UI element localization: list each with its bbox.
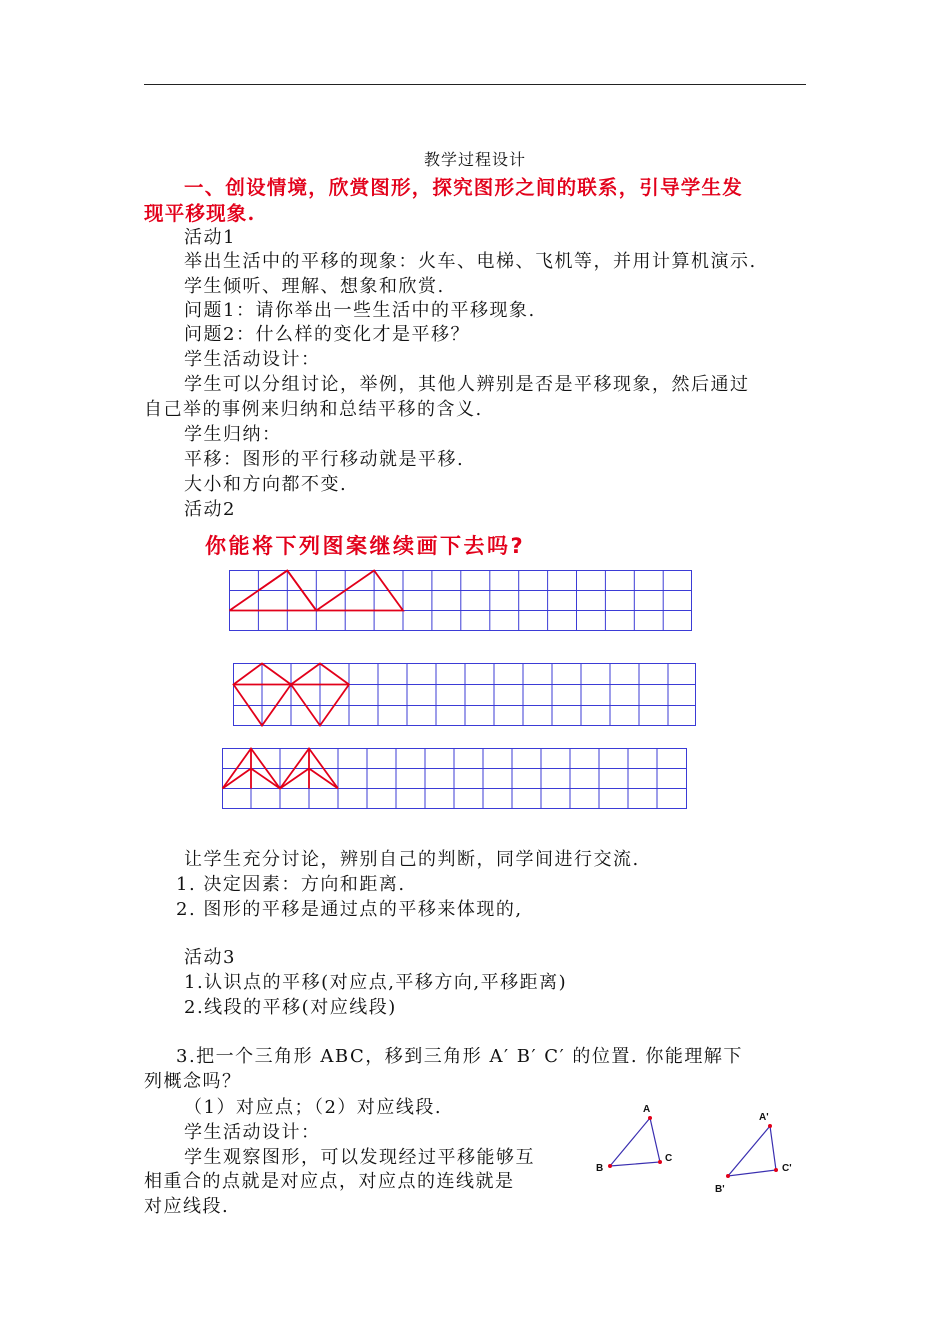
activity1-line2: 学生倾听、理解、想象和欣赏.: [184, 276, 445, 297]
grid-lines: [233, 663, 696, 726]
question1: 问题1：请你举出一些生活中的平移现象.: [184, 300, 536, 321]
activity1-line1: 举出生活中的平移的现象：火车、电梯、飞机等，并用计算机演示.: [184, 251, 757, 272]
label-b: B: [596, 1163, 604, 1174]
activity2-discussion: 让学生充分讨论，辨别自己的判断，同学间进行交流.: [184, 849, 640, 870]
activity3-item2: 2.线段的平移(对应线段): [184, 997, 397, 1018]
section-heading-line2: 现平移现象.: [144, 202, 256, 225]
grid-lines: [229, 570, 692, 631]
activity3-design-line1: 学生观察图形，可以发现经过平移能够互: [184, 1147, 535, 1168]
activity2-point2: 2. 图形的平移是通过点的平移来体现的,: [176, 899, 523, 920]
point-b: [608, 1164, 612, 1168]
point-a: [648, 1116, 652, 1120]
activity3-item3-line2: 列概念吗？: [144, 1071, 242, 1092]
activity3-design-line3: 对应线段.: [144, 1196, 230, 1217]
figure-banner: 你能将下列图案继续画下去吗?: [205, 534, 526, 558]
activity3-item1: 1.认识点的平移(对应点,平移方向,平移距离): [184, 972, 568, 993]
label-a: A: [643, 1104, 651, 1115]
activity2-label: 活动2: [184, 499, 236, 520]
summary-line1: 平移：图形的平行移动就是平移.: [184, 449, 465, 470]
activity3-design-line2: 相重合的点就是对应点，对应点的连线就是: [144, 1171, 515, 1192]
triangle-abc: [610, 1118, 660, 1166]
activity1-design-line1: 学生可以分组讨论，举例，其他人辨别是否是平移现象，然后通过: [184, 374, 750, 395]
header-rule: [144, 84, 806, 85]
page-title: 教学过程设计: [423, 150, 526, 169]
point-a-prime: [768, 1124, 772, 1128]
grid-zigzag-pattern: [222, 748, 688, 810]
activity3-item3-line1: 3.把一个三角形 ABC，移到三角形 A′ B′ C′ 的位置. 你能理解下: [176, 1046, 743, 1067]
triangle-translation-figure: [590, 1100, 810, 1200]
label-c: C: [665, 1153, 673, 1164]
activity1-design-line2: 自己举的事例来归纳和总结平移的含义.: [144, 399, 483, 420]
concepts-line: （1）对应点；（2）对应线段.: [184, 1097, 443, 1118]
point-b-prime: [726, 1174, 730, 1178]
grid-diamond-pattern: [233, 663, 697, 727]
grid-triangle-pattern: [229, 570, 693, 632]
label-b-prime: B': [715, 1184, 725, 1195]
section-heading-line1: 一、创设情境，欣赏图形，探究图形之间的联系，引导学生发: [184, 176, 743, 199]
activity3-design-label: 学生活动设计：: [184, 1122, 321, 1143]
activity1-design-label: 学生活动设计：: [184, 349, 321, 370]
label-c-prime: C': [782, 1163, 792, 1174]
activity3-label: 活动3: [184, 947, 236, 968]
grid-lines: [222, 748, 687, 809]
point-c: [658, 1160, 662, 1164]
triangle-abc-prime: [728, 1126, 776, 1176]
summary-line2: 大小和方向都不变.: [184, 474, 348, 495]
point-c-prime: [774, 1168, 778, 1172]
activity1-label: 活动1: [184, 227, 236, 248]
activity2-point1: 1. 决定因素：方向和距离.: [176, 874, 406, 895]
label-a-prime: A': [759, 1112, 769, 1123]
summary-label: 学生归纳：: [184, 424, 282, 445]
question2: 问题2：什么样的变化才是平移？: [184, 324, 470, 345]
